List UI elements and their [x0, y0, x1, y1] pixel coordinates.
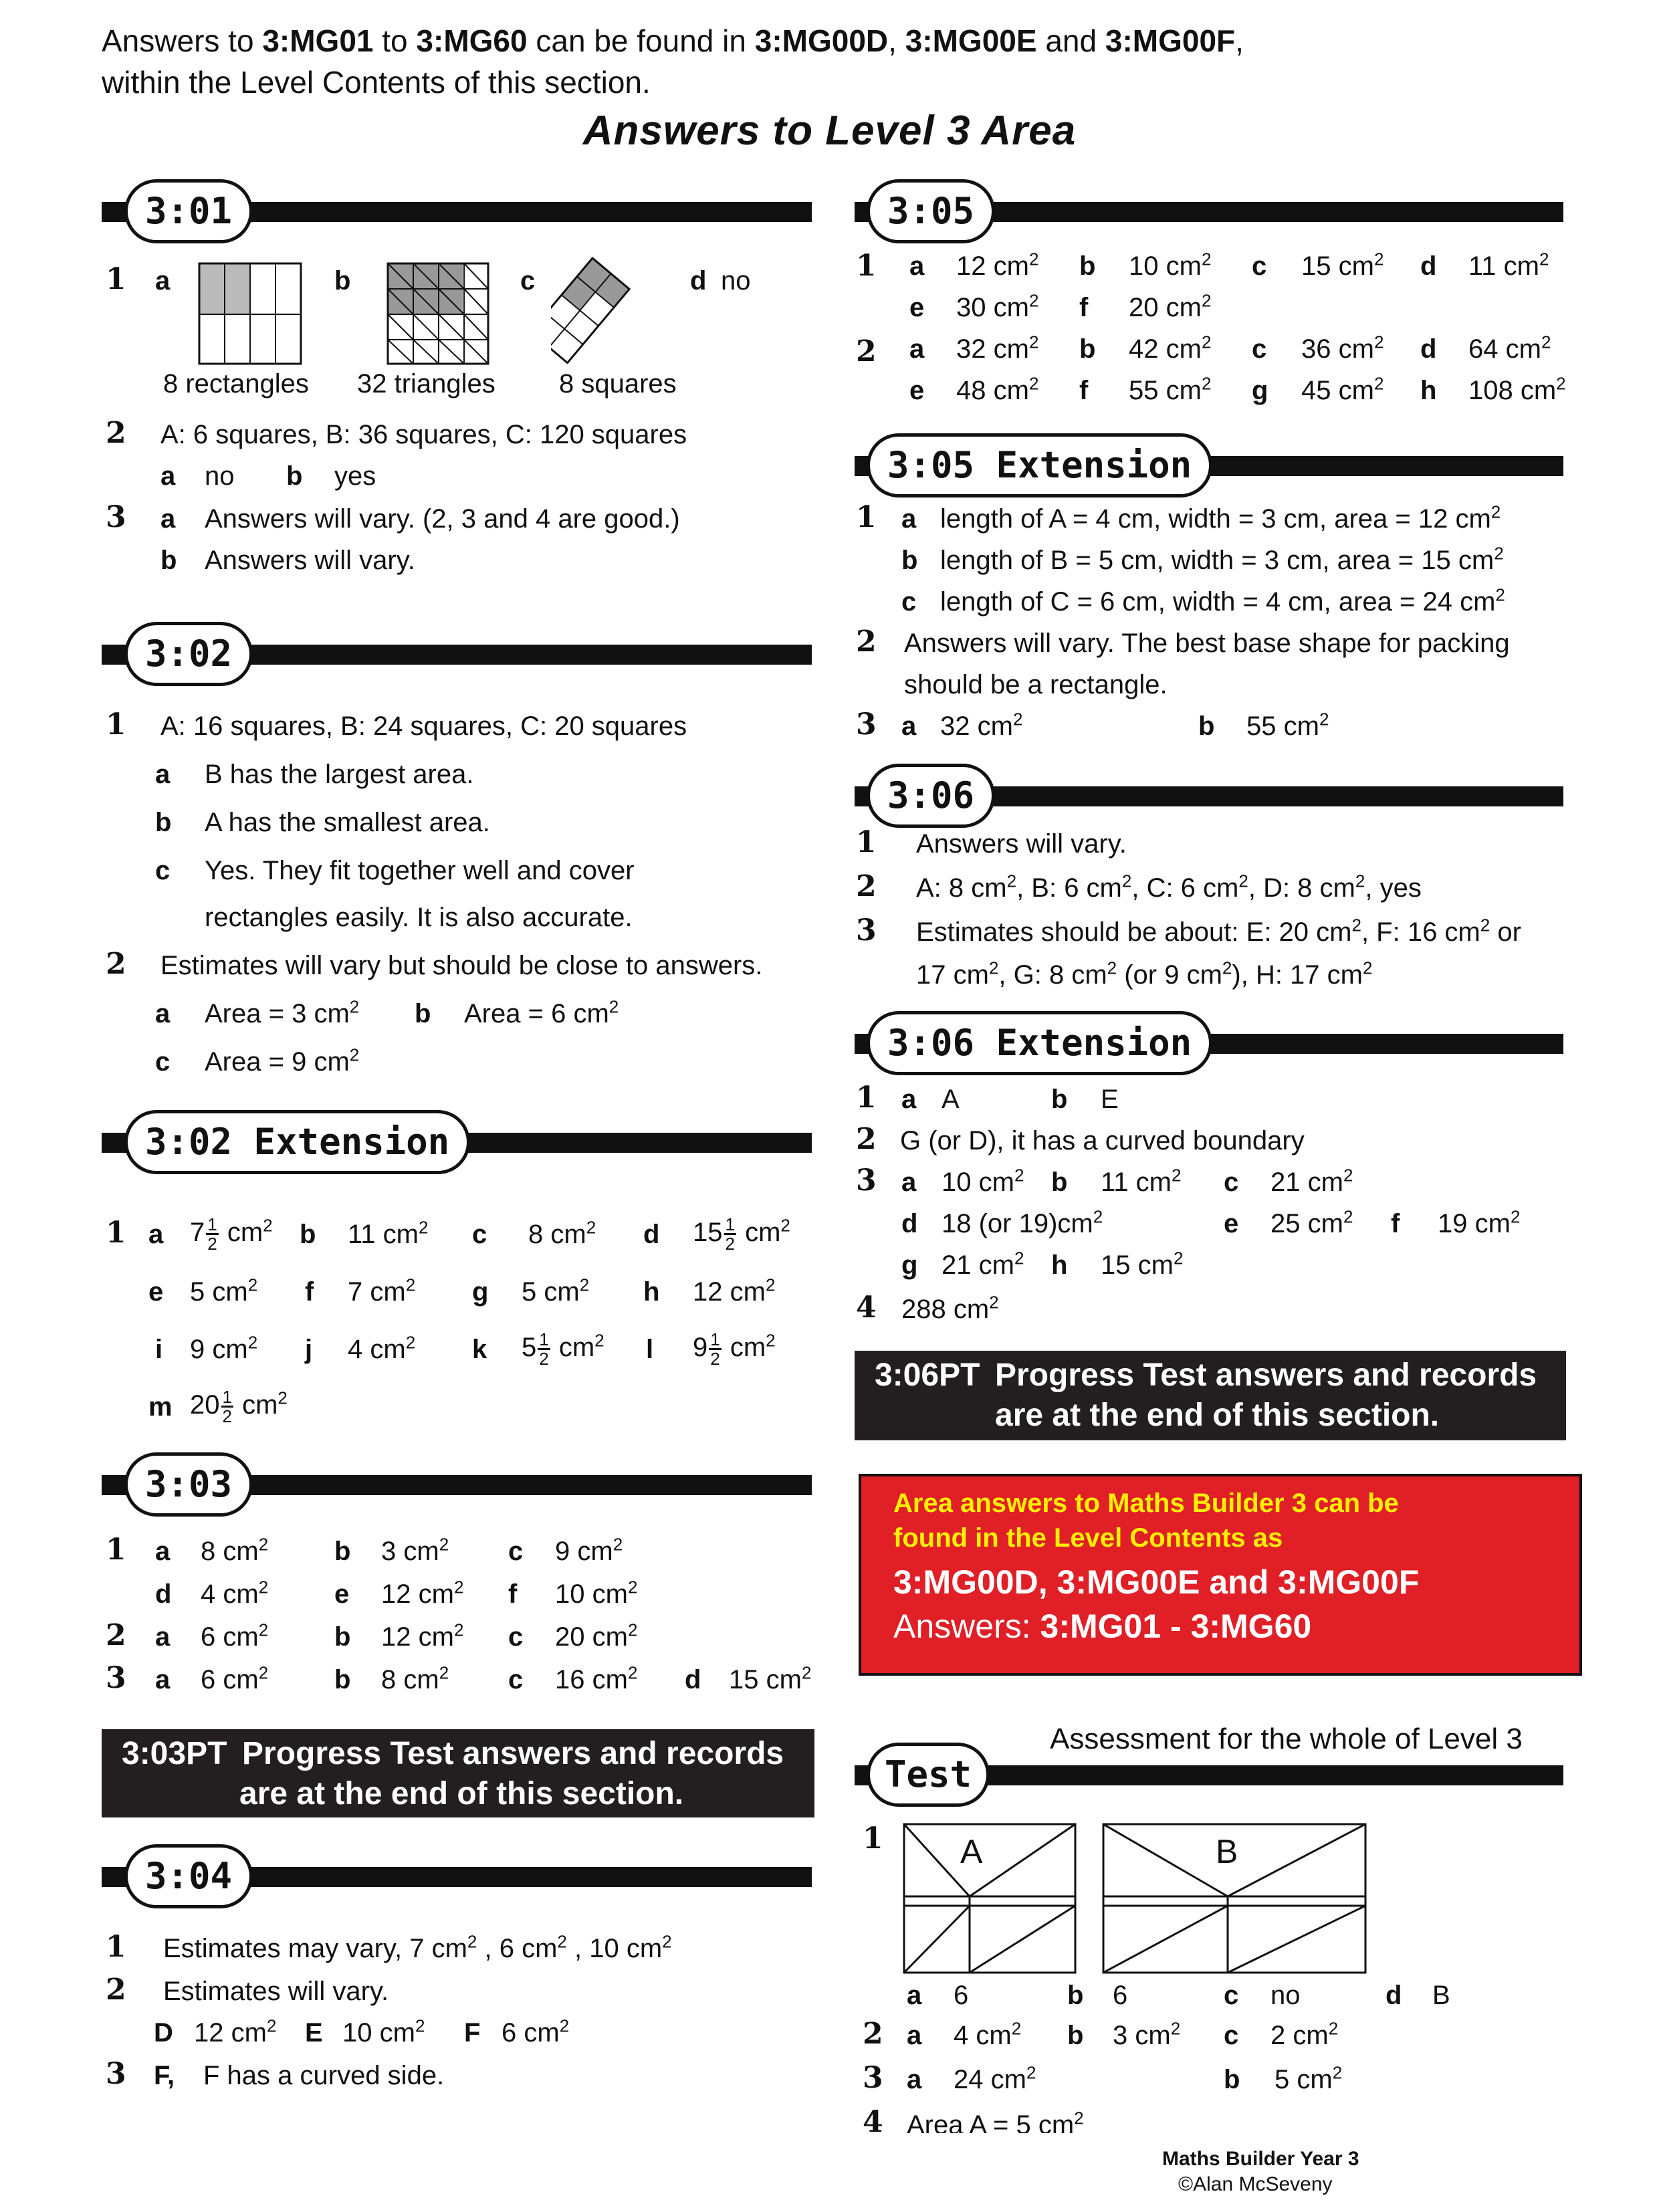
page-title: Answers to Level 3 Area — [582, 108, 1077, 154]
answer-text: 15 $cm^2$ — [1101, 1248, 1184, 1280]
answer-text: 3 $cm^2$ — [381, 1534, 449, 1566]
answer-text: 7 $cm^2$ — [348, 1275, 416, 1307]
answer-text: 108 $cm^2$ — [1468, 373, 1566, 405]
answer-text: 12 $cm^2$ — [381, 1577, 464, 1609]
part-label: e — [148, 1277, 164, 1307]
answer-text: A has the smallest area. — [205, 808, 490, 837]
answer-text: G (or D), it has a curved boundary — [900, 1126, 1305, 1155]
part-label: b — [1067, 2021, 1084, 2050]
answer-text: length of C = 6 cm, width = 4 cm, area = 24 $cm^2$ — [940, 584, 1505, 617]
figure-caption: 32 triangles — [357, 369, 495, 399]
answer-text: 10 $cm^2$ — [942, 1165, 1024, 1197]
part-label: b — [1079, 334, 1096, 364]
figure-caption: 8 rectangles — [163, 369, 309, 399]
question-number: 2 — [856, 334, 877, 368]
answer-text: no — [1270, 1981, 1301, 2010]
answer-text: 18 (or $19)cm^2$ — [942, 1206, 1103, 1238]
section-header-3-03: 3:03 — [102, 1452, 812, 1517]
part-label: a — [907, 2065, 922, 2094]
part-label: a — [155, 1622, 171, 1652]
answer-text: E — [1101, 1085, 1119, 1114]
answer-text: 20 $cm^2$ — [1129, 290, 1212, 322]
part-label: m — [148, 1392, 173, 1422]
part-label: d — [155, 1579, 172, 1609]
answer-text: 8 $cm^2$ — [528, 1217, 596, 1249]
answer-text: 7 $\frac{1}{2}$ $cm^2$ — [190, 1214, 273, 1254]
maths-builder-notice: Area answers to Maths Builder 3 can be found in the Level Contents as 3:MG00D, 3:MG00E and 3:MG00F Answers: 3:MG01 - 3:MG60 — [859, 1474, 1582, 1676]
answer-text: A: 16 squares, B: 24 squares, C: 20 squares — [160, 711, 687, 741]
answer-text: A — [942, 1085, 960, 1114]
part-label: c — [520, 266, 536, 296]
part-label: b — [334, 1665, 351, 1694]
part-label: a — [907, 2021, 922, 2050]
part-label: c — [472, 1220, 487, 1249]
part-label: b — [1067, 1981, 1084, 2010]
answer-text: F has a curved side. — [203, 2061, 445, 2090]
part-label: b — [160, 546, 177, 575]
answer-text: Answers will vary. The best base shape for packing — [904, 629, 1510, 658]
answer-text: 48 $cm^2$ — [956, 373, 1039, 405]
part-label: c — [508, 1665, 524, 1694]
answer-text: 11 $cm^2$ — [348, 1217, 429, 1249]
question-number: 1 — [856, 1081, 877, 1115]
part-label: a — [907, 1981, 922, 2010]
section-header-3-05: 3:05 — [855, 179, 1563, 243]
progress-test-note-3-06: 3:06PT Progress Test answers and records are at the end of this section. — [855, 1351, 1566, 1440]
part-label: d — [690, 266, 707, 296]
part-label: b — [901, 546, 918, 575]
answer-text: Yes. They fit together well and cover — [205, 856, 635, 885]
figure-label: A — [960, 1833, 983, 1870]
question-number: 1 — [106, 1930, 126, 1964]
part-label: b — [1224, 2065, 1240, 2094]
part-label: b — [1079, 251, 1096, 281]
question-number: 3 — [856, 707, 877, 742]
rectangles-grid-figure — [198, 262, 305, 366]
answer-text: Estimates will vary but should be close to answers. — [160, 951, 763, 980]
part-label: a — [909, 334, 925, 364]
answer-text: 15 $cm^2$ — [729, 1662, 812, 1694]
answer-text: 288 $cm^2$ — [901, 1292, 999, 1324]
answer-text: Area = 6 $cm^2$ — [464, 996, 619, 1028]
part-label: c — [1252, 334, 1267, 364]
part-label: d — [1420, 334, 1437, 364]
answer-text: Answers will vary. — [205, 546, 415, 575]
part-label: a — [155, 999, 171, 1028]
triangles-grid-figure — [386, 262, 491, 366]
part-label: d — [685, 1665, 701, 1694]
answer-text: 6 $cm^2$ — [502, 2015, 570, 2048]
answer-text: length of A = 4 cm, width = 3 cm, area = 12 $cm^2$ — [940, 502, 1501, 534]
part-label: e — [909, 293, 925, 322]
question-number: 3 — [856, 1164, 877, 1198]
section-header-3-06-extension: 3:06 Extension — [855, 1011, 1563, 1075]
part-label: c — [155, 1047, 171, 1077]
answer-text: Estimates may vary, 7 $cm^2$ , 6 $cm^2$ , 10 $cm^2$ — [163, 1931, 672, 1963]
answer-text: 6 — [1113, 1981, 1128, 2010]
answer-text: 12 $cm^2$ — [956, 249, 1039, 281]
section-header-3-04: 3:04 — [102, 1844, 812, 1908]
part-label: c — [1224, 1981, 1239, 2010]
answer-text: 19 $cm^2$ — [1438, 1206, 1521, 1238]
part-label: d — [901, 1209, 918, 1238]
answer-text: 45 $cm^2$ — [1301, 373, 1384, 405]
question-number: 3 — [856, 913, 877, 948]
answer-text: 4 $cm^2$ — [348, 1332, 416, 1364]
part-label: f — [1079, 376, 1089, 405]
answer-text: Answers will vary. — [916, 829, 1127, 859]
answer-text: 17 $cm^2$, G: 8 $cm^2$ (or 9 $cm^2$), H: 17 $cm^2$ — [916, 958, 1373, 990]
part-label: f — [305, 1277, 314, 1307]
intro-text: Answers to 3:MG01 to 3:MG60 can be found in 3:MG00D, 3:MG00E and 3:MG00F, within the Level Contents of this section. — [102, 23, 1244, 100]
question-number: 1 — [856, 500, 877, 534]
answer-text: 55 $cm^2$ — [1246, 709, 1329, 741]
answer-text: 16 $cm^2$ — [555, 1662, 638, 1694]
part-label: a — [160, 504, 176, 534]
section-header-3-01: 3:01 — [102, 179, 812, 243]
footer-copyright: ©Alan McSeveny — [1178, 2173, 1333, 2195]
part-label: h — [1420, 376, 1437, 405]
part-label: g — [901, 1250, 918, 1280]
answer-text: 9 $cm^2$ — [555, 1534, 623, 1566]
part-label: b — [334, 1537, 351, 1566]
question-number: 2 — [106, 1618, 126, 1652]
part-label: F, — [154, 2061, 175, 2090]
answer-text: 32 $cm^2$ — [940, 709, 1023, 741]
part-label: b — [1051, 1085, 1068, 1114]
question-number: 1 — [856, 249, 877, 283]
answer-text: 2 $cm^2$ — [1270, 2018, 1339, 2050]
question-number: 2 — [856, 625, 877, 659]
part-label: e — [334, 1579, 350, 1609]
answer-text: Area = 3 $cm^2$ — [205, 996, 360, 1028]
part-label: e — [909, 376, 925, 405]
part-label: c — [1224, 2021, 1239, 2050]
question-number: 1 — [106, 1533, 126, 1567]
answer-text: B — [1432, 1981, 1450, 2010]
part-label: b — [1051, 1168, 1068, 1197]
part-label: D — [154, 2018, 173, 2048]
part-label: F — [464, 2018, 481, 2048]
answer-text: rectangles easily. It is also accurate. — [205, 903, 633, 932]
question-number: 3 — [106, 2057, 126, 2091]
section-header-3-05-extension: 3:05 Extension — [855, 433, 1563, 497]
answer-text: 20 $cm^2$ — [555, 1620, 638, 1652]
answer-text: 8 $cm^2$ — [201, 1534, 269, 1566]
question-number: 2 — [863, 2017, 883, 2051]
part-label: f — [508, 1579, 518, 1609]
answer-text: 21 $cm^2$ — [1270, 1165, 1353, 1197]
part-label: a — [148, 1220, 164, 1249]
part-label: l — [646, 1335, 654, 1364]
part-label: c — [1252, 251, 1267, 281]
answer-text: 9 $cm^2$ — [190, 1332, 258, 1364]
answer-text: should be a rectangle. — [904, 670, 1168, 699]
answer-text: 30 $cm^2$ — [956, 290, 1039, 322]
part-label: d — [643, 1220, 660, 1249]
answer-text: no — [721, 266, 751, 296]
answer-text: 10 $cm^2$ — [342, 2015, 425, 2048]
question-number: 3 — [106, 1661, 126, 1695]
answer-text: 55 $cm^2$ — [1129, 373, 1212, 405]
answer-text: 24 $cm^2$ — [954, 2062, 1036, 2094]
question-number: 2 — [856, 869, 877, 903]
part-label: g — [472, 1277, 489, 1307]
answer-text: 3 $cm^2$ — [1113, 2018, 1181, 2050]
part-label: b — [334, 266, 351, 296]
part-label: c — [901, 587, 917, 617]
part-label: j — [305, 1335, 313, 1364]
footer-book-title: Maths Builder Year 3 — [1162, 2148, 1359, 2170]
section-header-3-02-extension: 3:02 Extension — [102, 1110, 812, 1174]
answer-text: A: 8 $cm^2$, B: 6 $cm^2$, C: 6 $cm^2$, D: 8 $cm^2$, yes — [916, 871, 1422, 903]
part-label: b — [286, 461, 303, 491]
part-label: c — [155, 856, 171, 885]
part-label: a — [155, 760, 171, 789]
answer-text: 15 $\frac{1}{2}$ $cm^2$ — [693, 1214, 790, 1254]
part-label: a — [160, 461, 176, 491]
part-label: a — [901, 504, 917, 534]
question-number: 1 — [856, 825, 877, 859]
answer-text: 21 $cm^2$ — [942, 1248, 1024, 1280]
answer-text: Estimates will vary. — [163, 1977, 389, 2006]
answer-text: 4 $cm^2$ — [954, 2018, 1022, 2050]
part-label: d — [1386, 1981, 1402, 2010]
answer-text: yes — [334, 461, 376, 491]
answer-text: 10 $cm^2$ — [1129, 249, 1212, 281]
part-label: c — [508, 1622, 524, 1652]
part-label: a — [155, 266, 171, 296]
part-label: c — [1224, 1168, 1239, 1197]
question-number: 2 — [106, 416, 126, 450]
answer-text: length of B = 5 cm, width = 3 cm, area = 15 $cm^2$ — [940, 543, 1504, 575]
answer-text: 5 $cm^2$ — [522, 1275, 590, 1307]
part-label: E — [305, 2018, 323, 2048]
answer-text: 6 $cm^2$ — [201, 1620, 269, 1652]
section-header-test: Test — [855, 1743, 1563, 1807]
progress-test-note-3-03: 3:03PT Progress Test answers and records are at the end of this section. — [102, 1729, 814, 1817]
answer-text: 15 $cm^2$ — [1301, 249, 1384, 281]
answer-text: Estimates should be about: E: 20 $cm^2$, F: 16 $cm^2$ or — [916, 915, 1521, 947]
answer-text: no — [205, 461, 235, 491]
answer-text: 11 $cm^2$ — [1101, 1165, 1182, 1197]
question-number: 1 — [106, 707, 126, 742]
answer-text: 25 $cm^2$ — [1270, 1206, 1353, 1238]
answer-text: Area = 9 $cm^2$ — [205, 1044, 360, 1077]
part-label: f — [1079, 293, 1089, 322]
part-label: a — [909, 251, 925, 281]
part-label: e — [1224, 1209, 1239, 1238]
answer-text: 6 — [954, 1981, 969, 2010]
figure-label: B — [1216, 1833, 1238, 1870]
answer-text: 42 $cm^2$ — [1129, 332, 1212, 364]
question-number: 2 — [106, 947, 126, 981]
part-label: b — [415, 999, 431, 1028]
answer-text: 8 $cm^2$ — [381, 1662, 449, 1694]
answer-text: 6 $cm^2$ — [201, 1662, 269, 1694]
part-label: a — [901, 1168, 917, 1197]
rotated-squares-figure — [551, 253, 671, 366]
question-number: 1 — [863, 1821, 883, 1856]
question-number: 1 — [106, 262, 126, 296]
part-label: a — [155, 1665, 171, 1694]
part-label: b — [300, 1220, 316, 1249]
part-label: g — [1252, 376, 1268, 405]
part-label: b — [334, 1622, 351, 1652]
answer-text: 5 $cm^2$ — [1275, 2062, 1343, 2094]
part-label: d — [1420, 251, 1437, 281]
part-label: b — [1198, 711, 1215, 741]
question-number: 4 — [856, 1291, 877, 1325]
answer-text: 9 $\frac{1}{2}$ $cm^2$ — [693, 1329, 776, 1369]
part-label: a — [901, 1085, 917, 1114]
answer-text: 5 $\frac{1}{2}$ $cm^2$ — [522, 1329, 604, 1369]
answer-text: A: 6 squares, B: 36 squares, C: 120 squares — [160, 420, 687, 449]
answer-text: 12 $cm^2$ — [381, 1620, 464, 1652]
assessment-heading: Assessment for the whole of Level 3 — [1050, 1723, 1523, 1755]
answer-text: 64 $cm^2$ — [1468, 332, 1551, 364]
question-number: 4 — [863, 2105, 883, 2139]
figure-caption: 8 squares — [559, 369, 677, 399]
part-label: b — [155, 808, 172, 837]
part-label: a — [901, 711, 917, 741]
part-label: h — [1051, 1250, 1068, 1280]
part-label: i — [155, 1335, 163, 1364]
answer-text: 20 $\frac{1}{2}$ $cm^2$ — [190, 1387, 288, 1426]
question-number: 1 — [106, 1216, 126, 1250]
part-label: a — [155, 1537, 171, 1566]
answer-text: 4 $cm^2$ — [201, 1577, 269, 1609]
section-header-3-06: 3:06 — [855, 764, 1563, 828]
answer-text: 11 $cm^2$ — [1468, 249, 1549, 281]
answer-text: 12 $cm^2$ — [693, 1275, 776, 1307]
answer-text: 5 $cm^2$ — [190, 1275, 258, 1307]
part-label: f — [1391, 1209, 1400, 1238]
answer-text: 36 $cm^2$ — [1301, 332, 1384, 364]
question-number: 3 — [106, 500, 126, 534]
question-number: 3 — [863, 2061, 883, 2095]
answer-text: B has the largest area. — [205, 760, 474, 789]
part-label: k — [472, 1335, 487, 1364]
part-label: h — [643, 1277, 660, 1307]
question-number: 2 — [856, 1122, 877, 1156]
answer-text: Area A = 5 $cm^2$ — [907, 2110, 1084, 2133]
section-header-3-02: 3:02 — [102, 622, 812, 686]
answer-text: Answers will vary. (2, 3 and 4 are good.) — [205, 504, 680, 534]
answer-text: 12 $cm^2$ — [194, 2015, 277, 2048]
part-label: c — [508, 1537, 524, 1566]
answer-text: 10 $cm^2$ — [555, 1577, 638, 1609]
answer-text: 32 $cm^2$ — [956, 332, 1039, 364]
question-number: 2 — [106, 1973, 126, 2007]
